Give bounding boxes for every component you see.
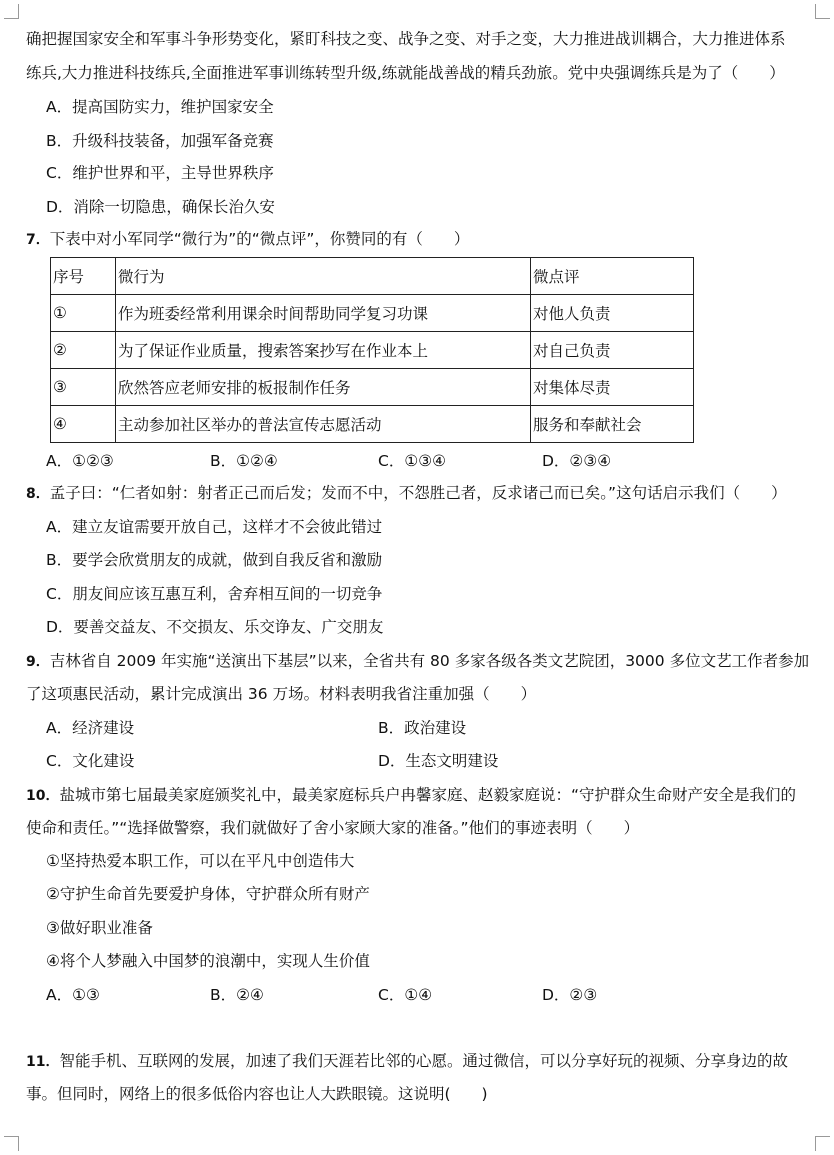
table-row (51, 332, 694, 369)
q10-option-a: A．①③ (46, 986, 100, 1004)
q10-option-d: D．②③ (542, 986, 598, 1004)
q8-option-d: D．要善交益友、不交损友、乐交诤友、广交朋友 (46, 618, 384, 636)
q6-option-a: A．提高国防实力，维护国家安全 (46, 98, 274, 116)
q10-statement-2: ②守护生命首先要爱护身体，守护群众所有财产 (46, 885, 370, 903)
table-row (51, 369, 694, 406)
table-cell: ③ (51, 369, 116, 406)
table-cell: ② (51, 332, 116, 369)
table-cell: 主动参加社区举办的普法宣传志愿活动 (116, 406, 531, 443)
q8-number: 8． (26, 486, 50, 502)
q9-option-b: B．政治建设 (378, 719, 467, 737)
q7-option-b: B．①②④ (210, 452, 278, 470)
q8-stem-text: 孟子曰：“仁者如射：射者正己而后发；发而不中，不怨胜己者，反求诸己而已矣。”这句话启示我们（ ） (49, 484, 787, 502)
table-cell: 对集体尽责 (531, 369, 694, 406)
q7-option-c: C．①③④ (378, 452, 447, 470)
q7-stem-text: 下表中对小军同学“微行为”的“微点评”，你赞同的有（ ） (49, 230, 470, 248)
table-cell: 为了保证作业质量，搜索答案抄写在作业本上 (116, 332, 531, 369)
q6-option-d: D．消除一切隐患，确保长治久安 (46, 198, 275, 216)
table-row (51, 406, 694, 443)
q10-stem-text: 盐城市第七届最美家庭颁奖礼中，最美家庭标兵户冉馨家庭、赵毅家庭说：“守护群众生命财产安全是我们的 (59, 786, 797, 804)
q9-stem-line2: 了这项惠民活动，累计完成演出 36 万场。材料表明我省注重加强（ ） (26, 685, 537, 703)
q6-option-b: B．升级科技装备，加强军备竞赛 (46, 132, 274, 150)
q10-statement-3: ③做好职业准备 (46, 919, 153, 937)
table-cell: ① (51, 295, 116, 332)
q9-option-c: C．文化建设 (46, 752, 135, 770)
q8-option-a: A．建立友谊需要开放自己，这样才不会彼此错过 (46, 518, 383, 536)
table-header-cell: 微点评 (531, 258, 694, 295)
q6-stem-line1: 确把握国家安全和军事斗争形势变化，紧盯科技之变、战争之变、对手之变，大力推进战训耦合，大力推进体系 (26, 30, 786, 48)
crop-mark-bottom-left (4, 1136, 19, 1151)
q10-statement-4: ④将个人梦融入中国梦的浪潮中，实现人生价值 (46, 952, 370, 970)
q9-option-d: D．生态文明建设 (378, 752, 499, 770)
q11-stem-text: 智能手机、互联网的发展，加速了我们天涯若比邻的心愿。通过微信，可以分享好玩的视频、分享身边的故 (59, 1052, 788, 1070)
table-header-cell: 微行为 (116, 258, 531, 295)
table-header-row (51, 258, 694, 295)
q7-stem (26, 228, 469, 251)
table-row (51, 295, 694, 332)
q9-number: 9． (26, 654, 50, 670)
q11-stem-line2: 事。但同时，网络上的很多低俗内容也让人大跌眼镜。这说明( ) (26, 1085, 488, 1103)
table-cell: 对自己负责 (531, 332, 694, 369)
q9-option-a: A．经济建设 (46, 719, 135, 737)
table-cell: 欣然答应老师安排的板报制作任务 (116, 369, 531, 406)
q11-number: 11． (26, 1054, 60, 1070)
table-header-cell: 序号 (51, 258, 116, 295)
table-cell: 作为班委经常利用课余时间帮助同学复习功课 (116, 295, 531, 332)
q10-option-c: C．①④ (378, 986, 433, 1004)
table-cell: 服务和奉献社会 (531, 406, 694, 443)
table-cell: ④ (51, 406, 116, 443)
q9-stem-text: 吉林省自 2009 年实施“送演出下基层”以来，全省共有 80 多家各级各类文艺院团，3000 多位文艺工作者参加 (49, 652, 810, 670)
crop-mark-top-right (815, 4, 830, 19)
table-cell: 对他人负责 (531, 295, 694, 332)
crop-mark-top-left (4, 4, 19, 19)
q7-table (50, 257, 694, 443)
q10-statement-1: ①坚持热爱本职工作，可以在平凡中创造伟大 (46, 852, 355, 870)
q6-option-c: C．维护世界和平，主导世界秩序 (46, 164, 274, 182)
q10-number: 10． (26, 788, 60, 804)
q8-option-c: C．朋友间应该互惠互利，舍弃相互间的一切竞争 (46, 585, 383, 603)
crop-mark-bottom-right (815, 1136, 830, 1151)
q9-stem-line1 (26, 650, 809, 673)
q10-stem-line2: 使命和责任。”“选择做警察，我们就做好了舍小家顾大家的准备。”他们的事迹表明（ ） (26, 819, 640, 837)
q7-option-a: A．①②③ (46, 452, 114, 470)
q6-stem-line2: 练兵,大力推进科技练兵,全面推进军事训练转型升级,练就能战善战的精兵劲旅。党中央强调练兵是为了（ ） (26, 64, 785, 82)
q8-option-b: B．要学会欣赏朋友的成就，做到自我反省和激励 (46, 551, 383, 569)
q11-stem-line1 (26, 1050, 788, 1073)
q8-stem (26, 482, 787, 505)
q10-stem-line1 (26, 784, 796, 807)
q7-number: 7． (26, 232, 50, 248)
q7-option-d: D．②③④ (542, 452, 612, 470)
q10-option-b: B．②④ (210, 986, 264, 1004)
